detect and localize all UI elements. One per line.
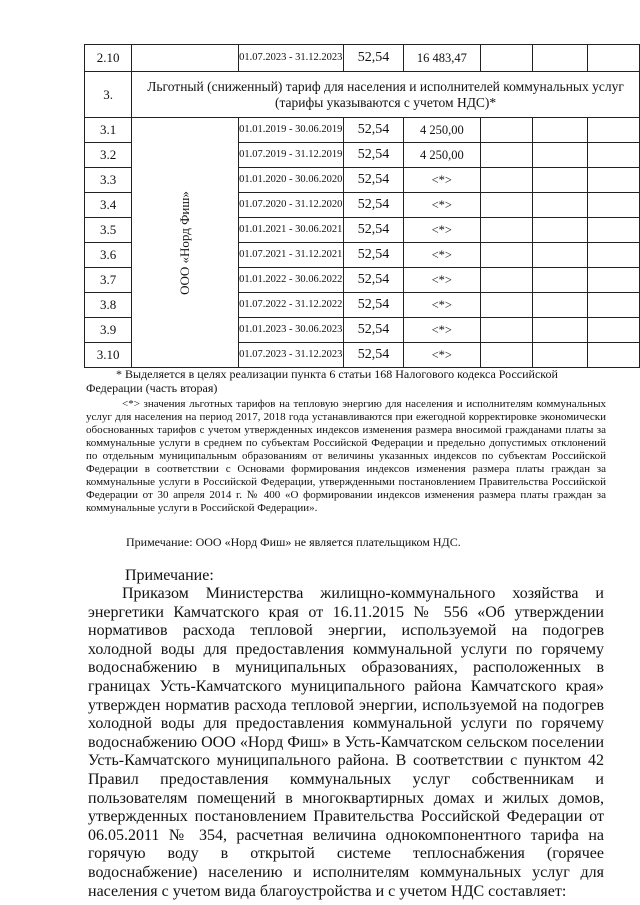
value-cell: <*>: [404, 293, 480, 318]
row-number: 3.9: [85, 318, 132, 343]
empty-cell: [480, 243, 532, 268]
value-cell: 16 483,47: [404, 45, 480, 72]
row-number: 3.1: [85, 118, 132, 143]
empty-cell: [587, 243, 639, 268]
empty-cell: [587, 168, 639, 193]
empty-cell: [480, 168, 532, 193]
empty-cell: [587, 343, 639, 368]
rate-cell: 52,54: [343, 143, 403, 168]
row-number: 3.4: [85, 193, 132, 218]
empty-cell: [480, 343, 532, 368]
table-row: [85, 118, 640, 143]
empty-cell: [532, 318, 587, 343]
rate-cell: 52,54: [343, 118, 403, 143]
note-heading: Примечание:: [125, 567, 214, 584]
period-cell: 01.07.2022 - 31.12.2022: [238, 293, 343, 318]
row-number: 3.5: [85, 218, 132, 243]
value-cell: 4 250,00: [404, 143, 480, 168]
period-cell: 01.01.2019 - 30.06.2019: [238, 118, 343, 143]
empty-cell: [532, 243, 587, 268]
empty-cell: [532, 118, 587, 143]
rate-cell: 52,54: [343, 193, 403, 218]
period-cell: 01.01.2021 - 30.06.2021: [238, 218, 343, 243]
empty-cell: [532, 143, 587, 168]
note-body: Приказом Министерства жилищно-коммунального хозяйства и энергетики Камчатского края от 16.11.2015 № 556 «Об утверждении нормативов расхода тепловой энергии, используемой на подогрев холодной воды для предоставления коммунальной услуги по горячему водоснабжению в муниципальных образованиях, расположенных в границах Усть-Камчатского муниципального района Камчатского края» утвержден норматив расхода тепловой энергии, используемой на подогрев холодной воды для предоставления коммунальной услуги по горячему водоснабжению ООО «Норд Фиш» в Усть-Камчатском сельском поселении Усть-Камчатского муниципального района. В соответствии с пунктом 42 Правил предоставления коммунальных услуг собственникам и пользователям помещений в многоквартирных домах и жилых домов, утвержденных постановлением Правительства Российской Федерации от 06.05.2011 № 354, расчетная величина однокомпонентного тарифа на горячую воду в открытой системе теплоснабжения (горячее водоснабжение) населению и исполнителям коммунальных услуг для населения с учетом вида благоустройства и с учетом НДС составляет:: [88, 585, 604, 900]
empty-cell: [532, 218, 587, 243]
value-cell: 4 250,00: [404, 118, 480, 143]
row-number: 3.: [85, 72, 132, 118]
value-cell: <*>: [404, 168, 480, 193]
empty-cell: [532, 293, 587, 318]
empty-cell: [480, 318, 532, 343]
footnote-star: * Выделяется в целях реализации пункта 6 статьи 168 Налогового кодекса Российской Федерации (часть вторая): [86, 367, 558, 395]
period-cell: 01.01.2023 - 30.06.2023: [238, 318, 343, 343]
value-cell: <*>: [404, 243, 480, 268]
value-cell: <*>: [404, 343, 480, 368]
value-cell: <*>: [404, 218, 480, 243]
empty-cell: [480, 143, 532, 168]
empty-cell: [532, 45, 587, 72]
empty-cell: [587, 45, 639, 72]
empty-cell: [132, 45, 239, 72]
rate-cell: 52,54: [343, 168, 403, 193]
value-cell: <*>: [404, 318, 480, 343]
empty-cell: [480, 45, 532, 72]
rate-cell: 52,54: [343, 218, 403, 243]
rate-cell: 52,54: [343, 343, 403, 368]
value-cell: <*>: [404, 268, 480, 293]
row-number: 3.7: [85, 268, 132, 293]
empty-cell: [480, 193, 532, 218]
empty-cell: [480, 218, 532, 243]
period-cell: 01.01.2022 - 30.06.2022: [238, 268, 343, 293]
period-cell: 01.07.2023 - 31.12.2023: [238, 343, 343, 368]
row-number: 3.8: [85, 293, 132, 318]
section-heading: Льготный (сниженный) тариф для населения и исполнителей коммунальных услуг (тарифы указываются с учетом НДС)*: [132, 72, 640, 118]
empty-cell: [587, 193, 639, 218]
period-cell: 01.07.2023 - 31.12.2023: [238, 45, 343, 72]
row-number: 2.10: [85, 45, 132, 72]
empty-cell: [587, 118, 639, 143]
tariff-table: [84, 44, 640, 368]
table-row: [85, 45, 640, 72]
row-number: 3.3: [85, 168, 132, 193]
rate-cell: 52,54: [343, 318, 403, 343]
empty-cell: [480, 268, 532, 293]
rate-cell: 52,54: [343, 45, 403, 72]
empty-cell: [532, 168, 587, 193]
empty-cell: [587, 268, 639, 293]
vat-note: Примечание: ООО «Норд Фиш» не является плательщиком НДС.: [126, 535, 461, 549]
table-row: [85, 72, 640, 118]
row-number: 3.10: [85, 343, 132, 368]
empty-cell: [532, 193, 587, 218]
period-cell: 01.07.2020 - 31.12.2020: [238, 193, 343, 218]
rate-cell: 52,54: [343, 293, 403, 318]
row-number: 3.6: [85, 243, 132, 268]
footnote-angle-star: <*> значения льготных тарифов на тепловую энергию для населения и исполнителям коммунальных услуг для населения на период 2017, 2018 года устанавливаются при ежегодной корректировке экономически обоснованных тарифов с учетом утвержденных индексов изменения размера вносимой гражданами платы за коммунальные услуги в среднем по субъектам Российской Федерации и предельно допустимых отклонений по отдельным муниципальным образованиям от величины указанных индексов по субъектам Российской Федерации в соответствии с Основами формирования индексов изменения размера платы граждан за коммунальные услуги в Российской Федерации, утвержденными постановлением Правительства Российской Федерации от 30 апреля 2014 г. № 400 «О формировании индексов изменения размера платы граждан за коммунальные услуги в Российской Федерации».: [86, 398, 606, 514]
empty-cell: [532, 268, 587, 293]
empty-cell: [480, 293, 532, 318]
company-cell: [132, 118, 239, 368]
empty-cell: [587, 293, 639, 318]
period-cell: 01.07.2019 - 31.12.2019: [238, 143, 343, 168]
empty-cell: [587, 318, 639, 343]
empty-cell: [587, 218, 639, 243]
value-cell: <*>: [404, 193, 480, 218]
period-cell: 01.07.2021 - 31.12.2021: [238, 243, 343, 268]
period-cell: 01.01.2020 - 30.06.2020: [238, 168, 343, 193]
empty-cell: [587, 143, 639, 168]
rate-cell: 52,54: [343, 243, 403, 268]
company-name: ООО «Норд Фиш»: [176, 190, 192, 295]
row-number: 3.2: [85, 143, 132, 168]
empty-cell: [480, 118, 532, 143]
empty-cell: [532, 343, 587, 368]
rate-cell: 52,54: [343, 268, 403, 293]
